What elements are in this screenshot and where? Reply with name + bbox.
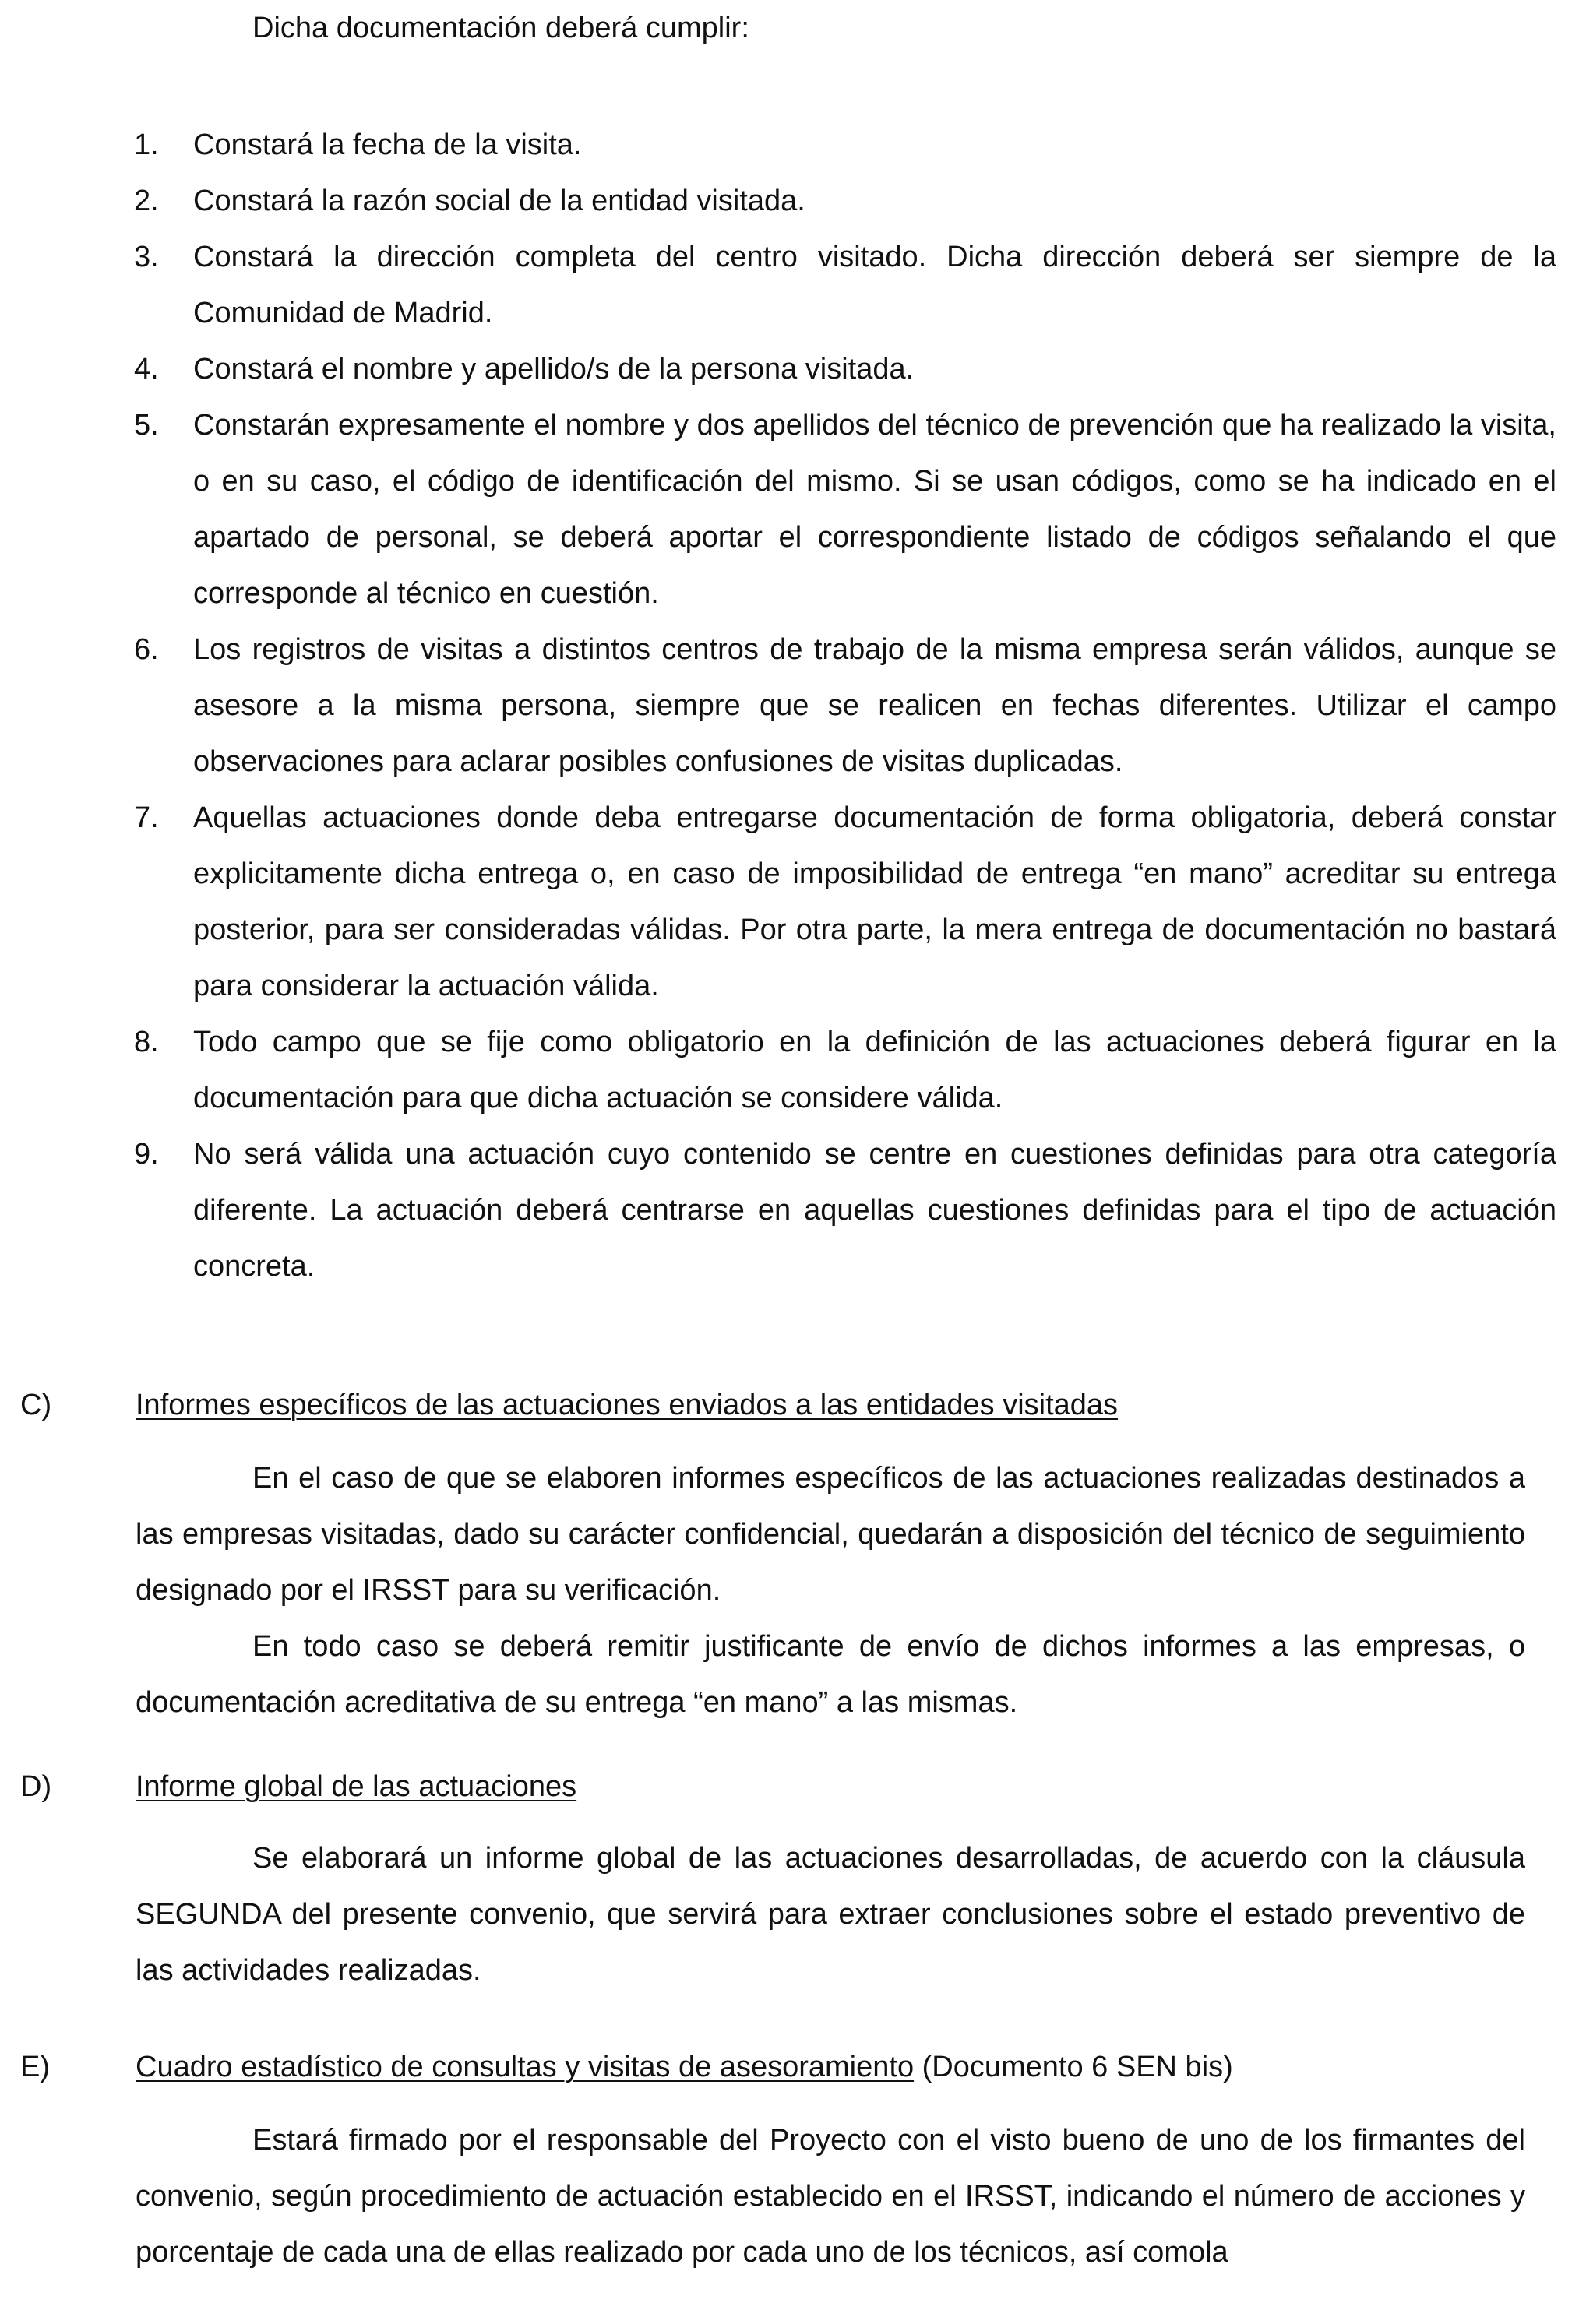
- section-d-title-text: Informe global de las actuaciones: [136, 1770, 577, 1803]
- section-d-letter: D): [20, 1770, 52, 1803]
- section-e-title: [136, 2050, 1233, 2084]
- section-e-letter: E): [20, 2051, 50, 2083]
- list-item-text: Constará el nombre y apellido/s de la persona visitada.: [193, 353, 915, 386]
- list-item-text: Constará la dirección completa del centro visitado. Dicha dirección deberá ser siempre de la Comunidad de Madrid.: [193, 241, 1556, 329]
- list-item-text: Constarán expresamente el nombre y dos apellidos del técnico de prevención que ha realizado la visita, o en su caso, el código de identificación del mismo. Si se usan códigos, como se ha indicado en el apartado de personal, se deberá aportar el correspondiente listado de códigos señalando el que corresponde al técnico en cuestión.: [193, 409, 1556, 610]
- list-item-number: 1.: [134, 129, 159, 161]
- list-item-number: 3.: [134, 241, 159, 273]
- list-item: [0, 117, 1586, 173]
- section-c-title: [136, 1388, 1118, 1422]
- section-e-paragraph-1: Estará firmado por el responsable del Proyecto con el visto bueno de uno de los firmantes del convenio, según procedimiento de actuación establecido en el IRSST, indicando el número de acciones y porcentaje de cada una de ellas realizado por cada uno de los técnicos, así comola: [136, 2124, 1525, 2269]
- section-c-paragraph-1: En el caso de que se elaboren informes específicos de las actuaciones realizadas destinados a las empresas visitadas, dado su carácter confidencial, quedarán a disposición del técnico de seguimiento designado por el IRSST para su verificación.: [136, 1462, 1525, 1607]
- list-item-text: Constará la razón social de la entidad visitada.: [193, 185, 805, 217]
- list-item-number: 8.: [134, 1026, 159, 1058]
- list-item: [0, 1014, 1586, 1126]
- section-d-title: [136, 1769, 576, 1804]
- section-c-letter: C): [20, 1389, 52, 1421]
- list-item: [0, 397, 1586, 621]
- list-item-text: No será válida una actuación cuyo contenido se centre en cuestiones definidas para otra categoría diferente. La actuación deberá centrarse en aquellas cuestiones definidas para el tipo de actuación concreta.: [193, 1138, 1556, 1283]
- list-item: [0, 229, 1586, 341]
- list-item-text: Todo campo que se fije como obligatorio en la definición de las actuaciones deberá figurar en la documentación para que dicha actuación se considere válida.: [193, 1026, 1556, 1114]
- list-item-number: 7.: [134, 801, 159, 834]
- requirements-list: [0, 117, 1586, 1294]
- section-c-paragraph-2: En todo caso se deberá remitir justificante de envío de dichos informes a las empresas, o documentación acreditativa de su entrega “en mano” a las mismas.: [136, 1630, 1525, 1719]
- list-item: [0, 790, 1586, 1014]
- section-c-title-text: Informes específicos de las actuaciones enviados a las entidades visitadas: [136, 1389, 1119, 1421]
- section-d-paragraph-1: Se elaborará un informe global de las actuaciones desarrolladas, de acuerdo con la cláusula SEGUNDA del presente convenio, que servirá para extraer conclusiones sobre el estado preventivo de las actividades realizadas.: [136, 1842, 1525, 1987]
- list-item: [0, 1126, 1586, 1294]
- list-item: [0, 341, 1586, 397]
- list-item-number: 2.: [134, 185, 159, 217]
- list-item: [0, 621, 1586, 790]
- list-item: [0, 173, 1586, 229]
- section-e-title-text: Cuadro estadístico de consultas y visitas de asesoramiento: [136, 2051, 915, 2083]
- list-item-number: 5.: [134, 409, 159, 442]
- list-item-number: 9.: [134, 1138, 159, 1171]
- list-item-number: 6.: [134, 633, 159, 666]
- section-e-title-suffix: (Documento 6 SEN bis): [914, 2051, 1233, 2083]
- intro-text: Dicha documentación deberá cumplir:: [252, 12, 749, 44]
- list-item-text: Aquellas actuaciones donde deba entregarse documentación de forma obligatoria, deberá constar explicitamente dicha entrega o, en caso de imposibilidad de entrega “en mano” acreditar su entrega posterior, para ser consideradas válidas. Por otra parte, la mera entrega de documentación no bastará para considerar la actuación válida.: [193, 801, 1556, 1002]
- list-item-text: Los registros de visitas a distintos centros de trabajo de la misma empresa serán válidos, aunque se asesore a la misma persona, siempre que se realicen en fechas diferentes. Utilizar el campo observaciones para aclarar posibles confusiones de visitas duplicadas.: [193, 633, 1556, 778]
- list-item-number: 4.: [134, 353, 159, 386]
- list-item-text: Constará la fecha de la visita.: [193, 129, 582, 161]
